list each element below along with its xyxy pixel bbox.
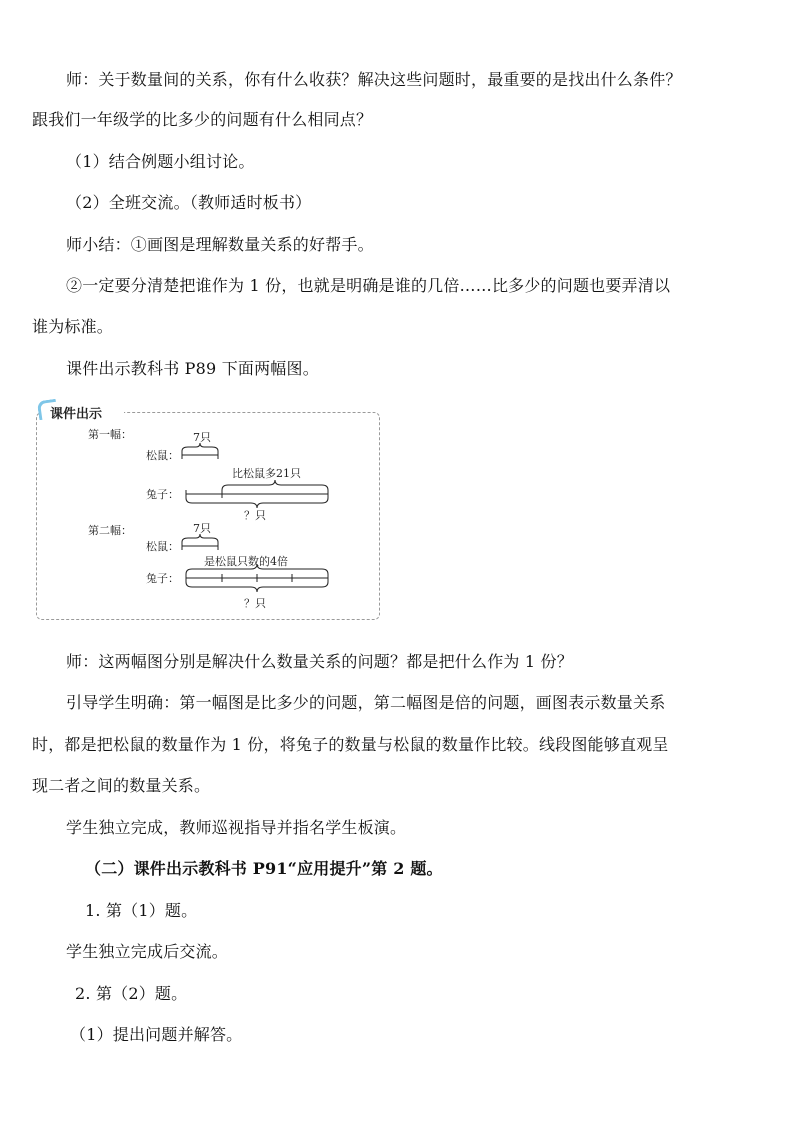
- paragraph: 师：关于数量间的关系，你有什么收获？解决这些问题时，最重要的是找出什么条件？: [66, 70, 682, 89]
- diagram1-squirrel-label: 松鼠：: [146, 449, 179, 462]
- paragraph: 2. 第（2）题。: [75, 984, 188, 1003]
- paragraph: （1）提出问题并解答。: [70, 1025, 243, 1044]
- figure-label: [40, 400, 124, 426]
- paragraph: 跟我们一年级学的比多少的问题有什么相同点？: [32, 110, 373, 129]
- paragraph: （2）全班交流。（教师适时板书）: [66, 193, 312, 212]
- diagram1-rabbit-label: 兔子：: [146, 488, 179, 501]
- paragraph: 谁为标准。: [32, 317, 114, 336]
- diagram1-total: ？只: [244, 509, 266, 522]
- paragraph: 时，都是把松鼠的数量作为 1 份，将兔子的数量与松鼠的数量作比较。线段图能够直观呈: [32, 735, 669, 754]
- paragraph: 1. 第（1）题。: [85, 901, 198, 920]
- diagram1-difference: 比松鼠多21只: [232, 467, 301, 480]
- line-segment-diagram: [36, 412, 380, 620]
- diagram2-squirrel-count: 7只: [193, 522, 211, 535]
- figure-label-text: 课件出示: [50, 407, 103, 422]
- paragraph: ②一定要分清楚把谁作为 1 份，也就是明确是谁的几倍……比多少的问题也要弄清以: [66, 276, 671, 295]
- diagram2-squirrel-label: 松鼠：: [146, 540, 179, 553]
- diagram2-title: 第二幅：: [88, 524, 132, 537]
- paragraph: 现二者之间的数量关系。: [32, 776, 211, 795]
- paragraph: 课件出示教科书 P89 下面两幅图。: [66, 359, 319, 378]
- diagram2-rabbit-label: 兔子：: [146, 572, 179, 585]
- paragraph: （1）结合例题小组讨论。: [66, 152, 255, 171]
- paragraph: 学生独立完成后交流。: [66, 942, 229, 961]
- paragraph: 师小结：①画图是理解数量关系的好帮手。: [66, 235, 374, 254]
- section-heading: （二）课件出示教科书 P91“应用提升”第 2 题。: [85, 859, 443, 878]
- diagram1-title: 第一幅：: [88, 428, 132, 441]
- paragraph: 师：这两幅图分别是解决什么数量关系的问题？都是把什么作为 1 份？: [66, 652, 573, 671]
- diagram2-total: ？只: [244, 597, 266, 610]
- diagram1-squirrel-count: 7只: [193, 431, 211, 444]
- paragraph: 学生独立完成，教师巡视指导并指名学生板演。: [66, 818, 407, 837]
- paragraph: 引导学生明确：第一幅图是比多少的问题，第二幅图是倍的问题，画图表示数量关系: [66, 693, 666, 712]
- diagram2-relation: 是松鼠只数的4倍: [204, 555, 288, 568]
